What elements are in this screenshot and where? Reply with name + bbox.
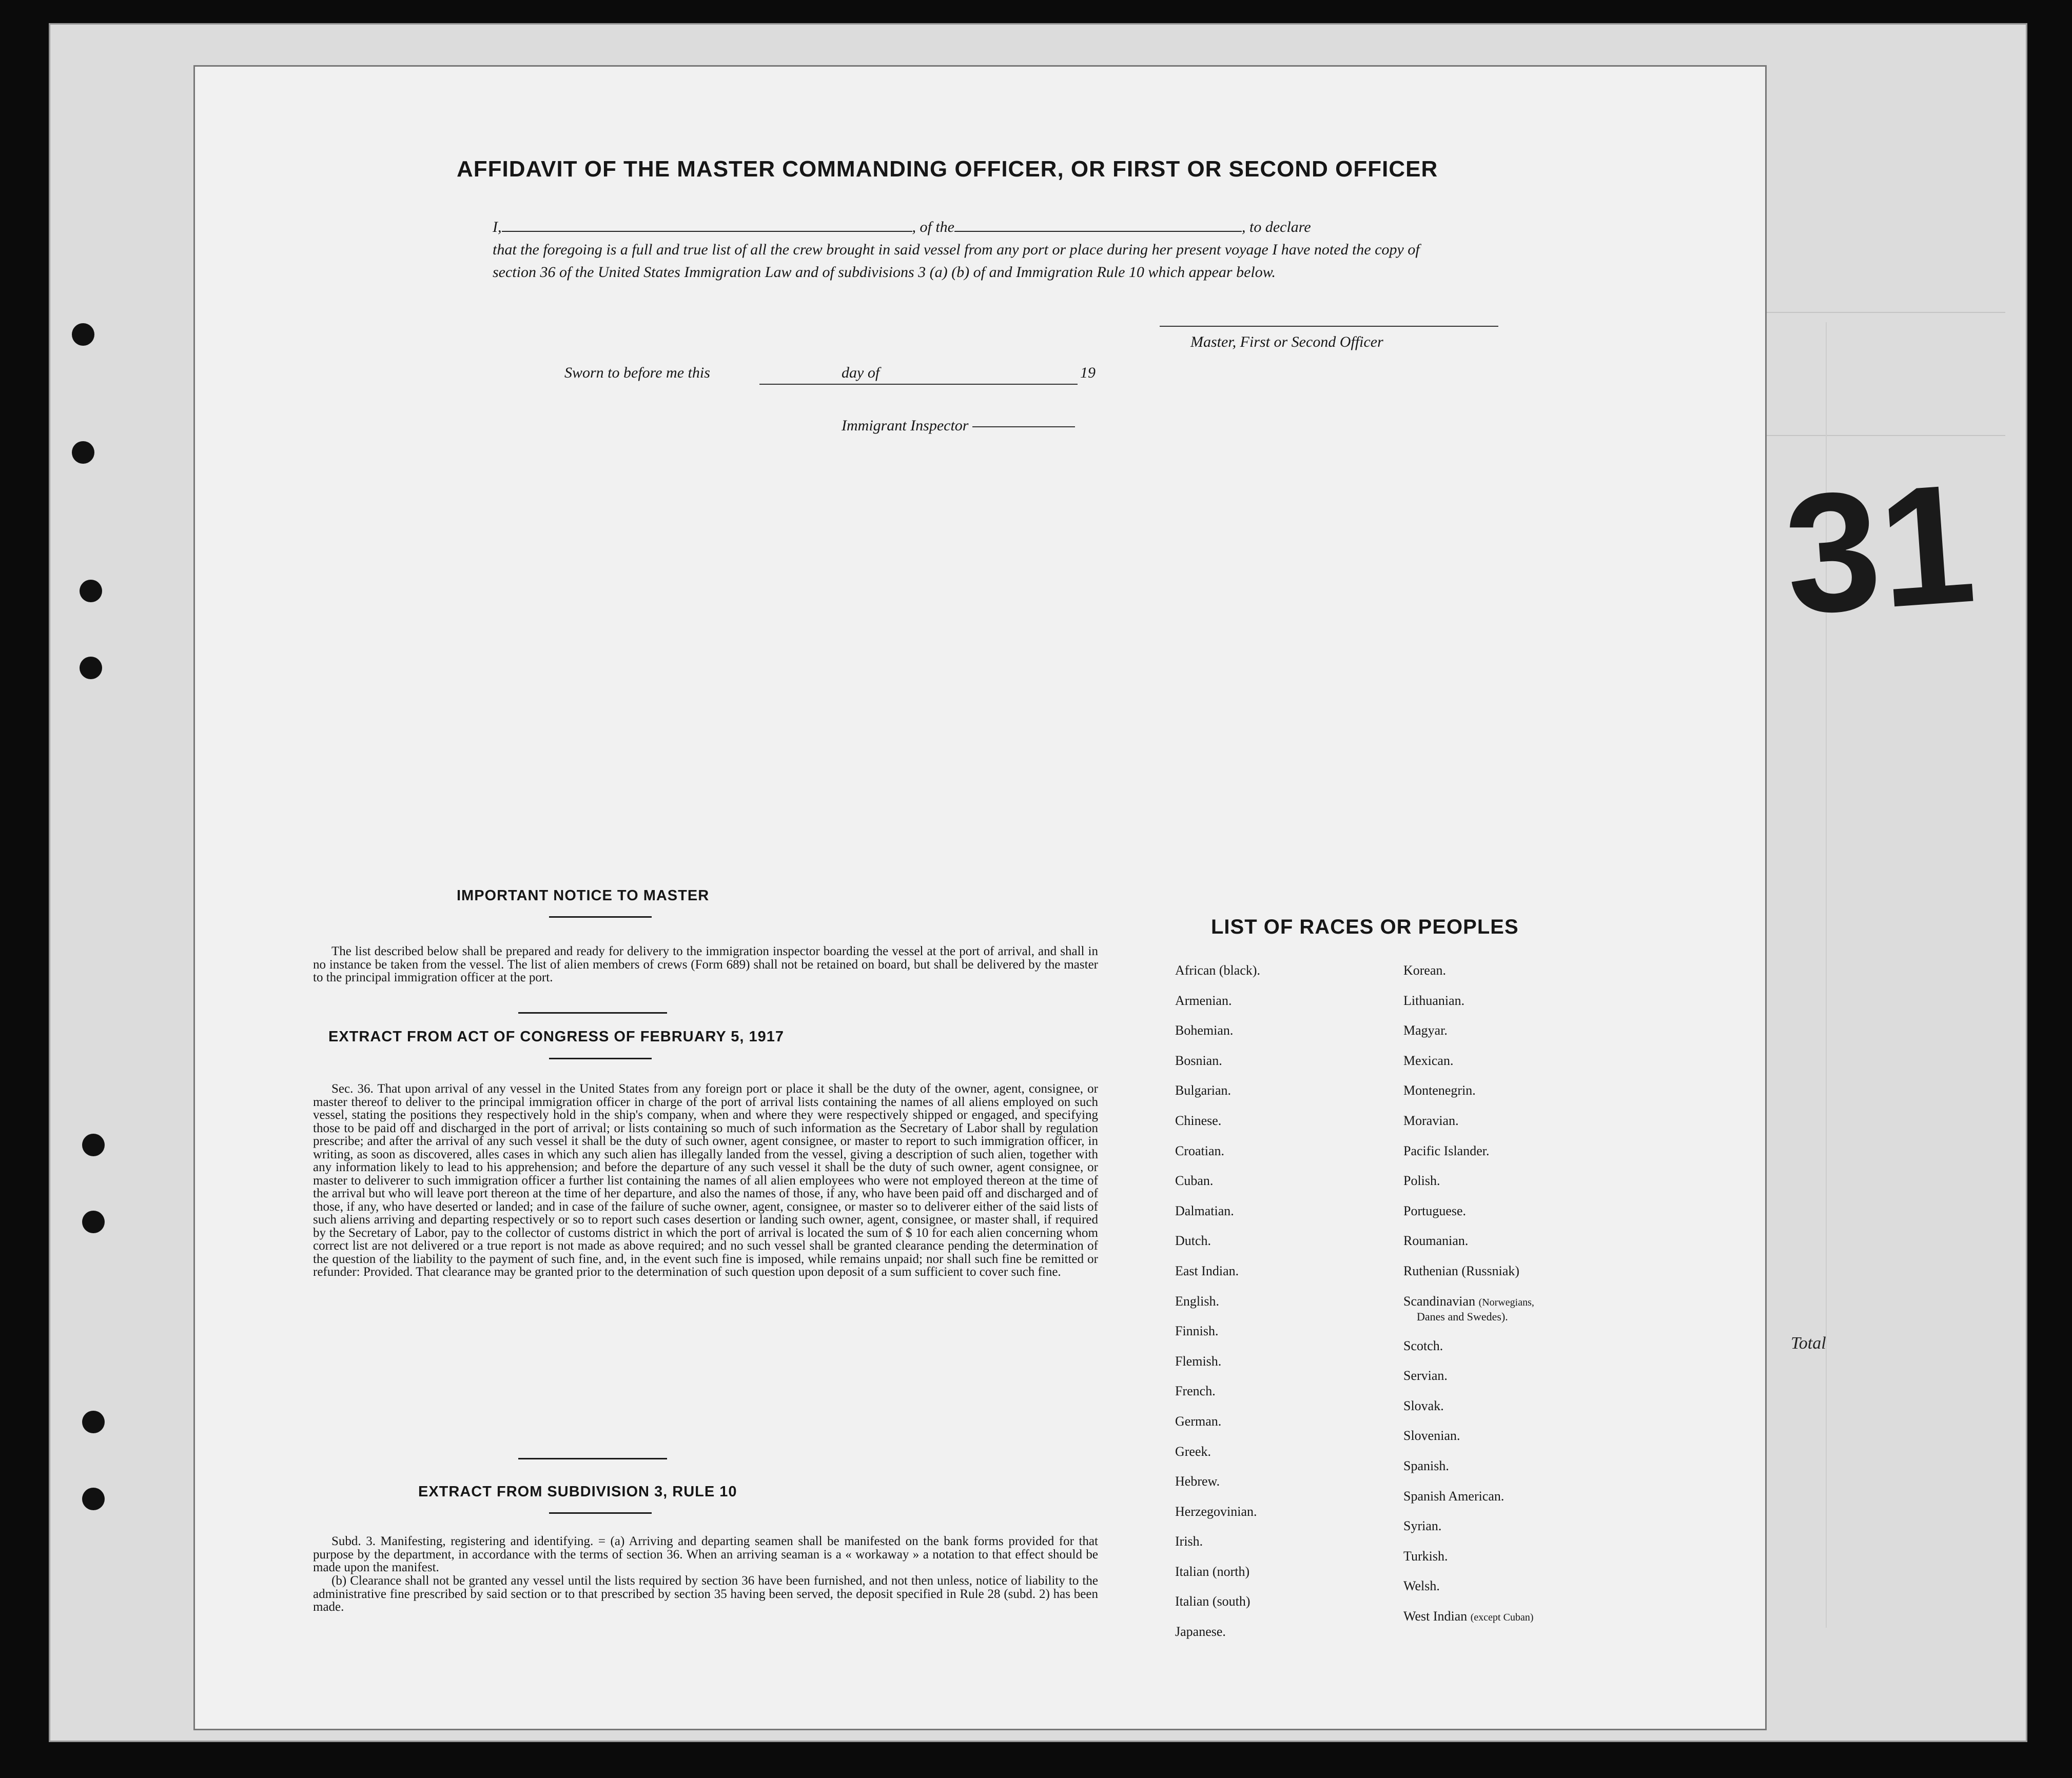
- inspector-label: Immigrant Inspector: [842, 417, 969, 434]
- race-item: Armenian.: [1175, 993, 1232, 1008]
- affidavit-of-the-label: , of the: [912, 219, 954, 235]
- race-item-west-indian: [1403, 1609, 1534, 1639]
- race-item: Lithuanian.: [1403, 993, 1465, 1008]
- punch-hole: [72, 323, 94, 346]
- race-item: Hebrew.: [1175, 1474, 1220, 1489]
- race-item: Finnish.: [1175, 1323, 1219, 1339]
- race-item: French.: [1175, 1384, 1216, 1399]
- race-west-indian-note: (except Cuban): [1470, 1611, 1534, 1623]
- signature-line[interactable]: [1160, 326, 1498, 327]
- races-left-column: [1175, 963, 1260, 1654]
- race-scandinavian-note: (Norwegians,: [1478, 1296, 1534, 1308]
- divider-rule: [549, 916, 652, 918]
- race-item: Polish.: [1403, 1173, 1440, 1189]
- divider-rule: [518, 1458, 667, 1459]
- rule-extract-text-a: Subd. 3. Manifesting, registering and identifying. = (a) Arriving and departing seamen shall be manifested on the bank forms provided for that purpose by the department, in accordance with the terms of section 36. When an arriving seaman is a « workaway » a notation to that effect should be made upon the manifest.: [313, 1534, 1098, 1574]
- race-item: Italian (north): [1175, 1564, 1250, 1579]
- divider-rule: [518, 1012, 667, 1014]
- race-item-scandinavian: [1403, 1294, 1534, 1338]
- crayon-page-number: 31: [1779, 447, 1981, 650]
- race-item: Scotch.: [1403, 1338, 1443, 1353]
- race-item: Ruthenian (Russniak): [1403, 1263, 1520, 1278]
- affidavit-statement: [493, 215, 1457, 284]
- race-item: Roumanian.: [1403, 1233, 1469, 1249]
- affidavit-body: that the foregoing is a full and true list of all the crew brought in said vessel from any port or place during her present voyage I have noted the copy of section 36 of the United States Immigration Law and of subdivisions 3 (a) (b) of and Immigration Rule 10 which appear below.: [493, 241, 1420, 281]
- punch-hole: [80, 580, 102, 602]
- signature-label: Master, First or Second Officer: [1190, 333, 1383, 350]
- race-item: Slovak.: [1403, 1398, 1444, 1413]
- race-item: Syrian.: [1403, 1518, 1442, 1534]
- race-item: Turkish.: [1403, 1548, 1448, 1564]
- race-item: Portuguese.: [1403, 1203, 1467, 1218]
- punch-hole: [80, 657, 102, 679]
- race-item: Irish.: [1175, 1534, 1203, 1549]
- race-item: East Indian.: [1175, 1263, 1239, 1278]
- race-item: Italian (south): [1175, 1594, 1250, 1609]
- vessel-name-blank[interactable]: [954, 215, 1242, 232]
- day-of-label: day of: [842, 364, 880, 381]
- inspector-signature-blank[interactable]: [972, 426, 1075, 427]
- race-item: Greek.: [1175, 1444, 1211, 1459]
- race-item: Mexican.: [1403, 1053, 1454, 1068]
- race-item: Welsh.: [1403, 1578, 1440, 1594]
- race-item: Herzegovinian.: [1175, 1504, 1257, 1519]
- race-item: Chinese.: [1175, 1113, 1222, 1128]
- race-item: Croatian.: [1175, 1143, 1225, 1158]
- rule-extract-text-b: (b) Clearance shall not be granted any vessel until the lists required by section 36 have been furnished, and not then unless, notice of liability to the administrative fine prescribed by said section or to that prescribed by section 35 having been served, the deposit specified in Rule 28 (subd. 2) has been made.: [313, 1574, 1098, 1614]
- inspector-line: [842, 417, 1075, 434]
- race-item: Korean.: [1403, 963, 1447, 978]
- race-item: Dalmatian.: [1175, 1203, 1234, 1218]
- act-extract-text: Sec. 36. That upon arrival of any vessel in the United States from any foreign port or place it shall be the duty of the owner, agent, consignee, or master thereof to deliver to the principal immigration officer in charge of the port of arrival lists containing the names of all aliens employed on such vessel, stating the positions they respectively hold in the ship's company, when and where they were respectively shipped or engaged, and specifying those to be paid off and discharged in the port of arrival; or lists containing so much of such information as the Secretary of Labor shall by regulation prescribe; and after the arrival of any such vessel it shall be the duty of such owner, agent consignee, or master to report to such immigration officer, in writing, as soon as discovered, alles cases in which any such alien has illegally landed from the vessel, giving a description of such alien, together with any information likely to lead to his apprehension; and before the departure of any such vessel it shall be the duty of such owner, agent consignee, or master to deliverer to such immigration officer a further list containing the names of all alien employees who were not employed thereon at the time of the arrival but who will leave port thereon at the time of her departure, and also the names of those, if any, who have been paid off and discharged and of those, if any, who have deserted or landed; and in case of the failure of suche owner, agent, consignee, or master so to deliverer either of the said lists of such aliens arriving and departing respectively or so to report such cases desertion or landing such owner, agent, consignee, or master shall, if required by the Secretary of Labor, pay to the collector of customs district in which the port of arrival is located the sum of $ 10 for each alien concerning whom correct list are not delivered or a true report is not made as above required; and no such vessel shall be granted clearance pending the determination of the question of the liability to the payment of such fine, and, in the event such fine is imposed, while remains unpaid; nor shall such fine be remitted or refunder: Provided. That clearance may be granted prior to the determination of such question upon deposit of a sum sufficient to cover such fine.: [313, 1082, 1098, 1279]
- race-item: Spanish American.: [1403, 1488, 1504, 1504]
- race-item: Japanese.: [1175, 1624, 1226, 1639]
- punch-hole: [82, 1488, 105, 1510]
- race-item: Bosnian.: [1175, 1053, 1222, 1068]
- race-item: Bulgarian.: [1175, 1083, 1232, 1098]
- race-item: German.: [1175, 1413, 1222, 1429]
- races-right-column: [1403, 963, 1534, 1638]
- affidavit-i-label: I,: [493, 219, 502, 235]
- punch-hole: [82, 1134, 105, 1156]
- race-scandinavian-cont: Danes and Swedes).: [1417, 1310, 1508, 1323]
- notice-text: The list described below shall be prepared and ready for delivery to the immigration inspector boarding the vessel at the port of arrival, and shall in no instance be taken from the vessel. The list of alien members of crews (Form 689) shall not be retained on board, but shall be delivered by the master to the principal immigration officer at the port.: [313, 944, 1098, 984]
- divider-rule: [549, 1058, 652, 1059]
- race-item: Cuban.: [1175, 1173, 1214, 1189]
- notice-title: IMPORTANT NOTICE TO MASTER: [457, 887, 710, 904]
- sworn-month-blank[interactable]: [893, 384, 1078, 385]
- punch-hole: [72, 441, 94, 464]
- total-label: Total: [1791, 1334, 1826, 1353]
- race-item: Moravian.: [1403, 1113, 1459, 1128]
- master-name-blank[interactable]: [502, 215, 912, 232]
- race-item: Servian.: [1403, 1368, 1448, 1384]
- race-item: Montenegrin.: [1403, 1083, 1476, 1098]
- affidavit-sheet: [195, 67, 1765, 1729]
- sworn-label: Sworn to before me this: [564, 364, 710, 381]
- races-title: LIST OF RACES OR PEOPLES: [1211, 916, 1519, 938]
- race-item: Pacific Islander.: [1403, 1143, 1490, 1158]
- punch-hole: [82, 1411, 105, 1433]
- punch-hole: [82, 1211, 105, 1233]
- affidavit-title: AFFIDAVIT OF THE MASTER COMMANDING OFFICER, OR FIRST OR SECOND OFFICER: [457, 156, 1438, 182]
- divider-rule: [549, 1512, 652, 1514]
- race-item: Magyar.: [1403, 1023, 1448, 1038]
- race-item: Spanish.: [1403, 1458, 1449, 1473]
- race-west-indian: West Indian: [1403, 1608, 1468, 1624]
- race-scandinavian: Scandinavian: [1403, 1293, 1476, 1309]
- rule-extract-title: EXTRACT FROM SUBDIVISION 3, RULE 10: [418, 1484, 737, 1500]
- act-extract-title: EXTRACT FROM ACT OF CONGRESS OF FEBRUARY 5, 1917: [328, 1029, 785, 1045]
- race-item: English.: [1175, 1293, 1219, 1309]
- race-item: African (black).: [1175, 963, 1261, 978]
- race-item: Bohemian.: [1175, 1023, 1234, 1038]
- year-prefix: 19: [1080, 364, 1096, 381]
- race-item: Flemish.: [1175, 1353, 1222, 1369]
- race-item: Dutch.: [1175, 1233, 1211, 1249]
- affidavit-to-declare-label: , to declare: [1242, 219, 1311, 235]
- race-item: Slovenian.: [1403, 1428, 1460, 1444]
